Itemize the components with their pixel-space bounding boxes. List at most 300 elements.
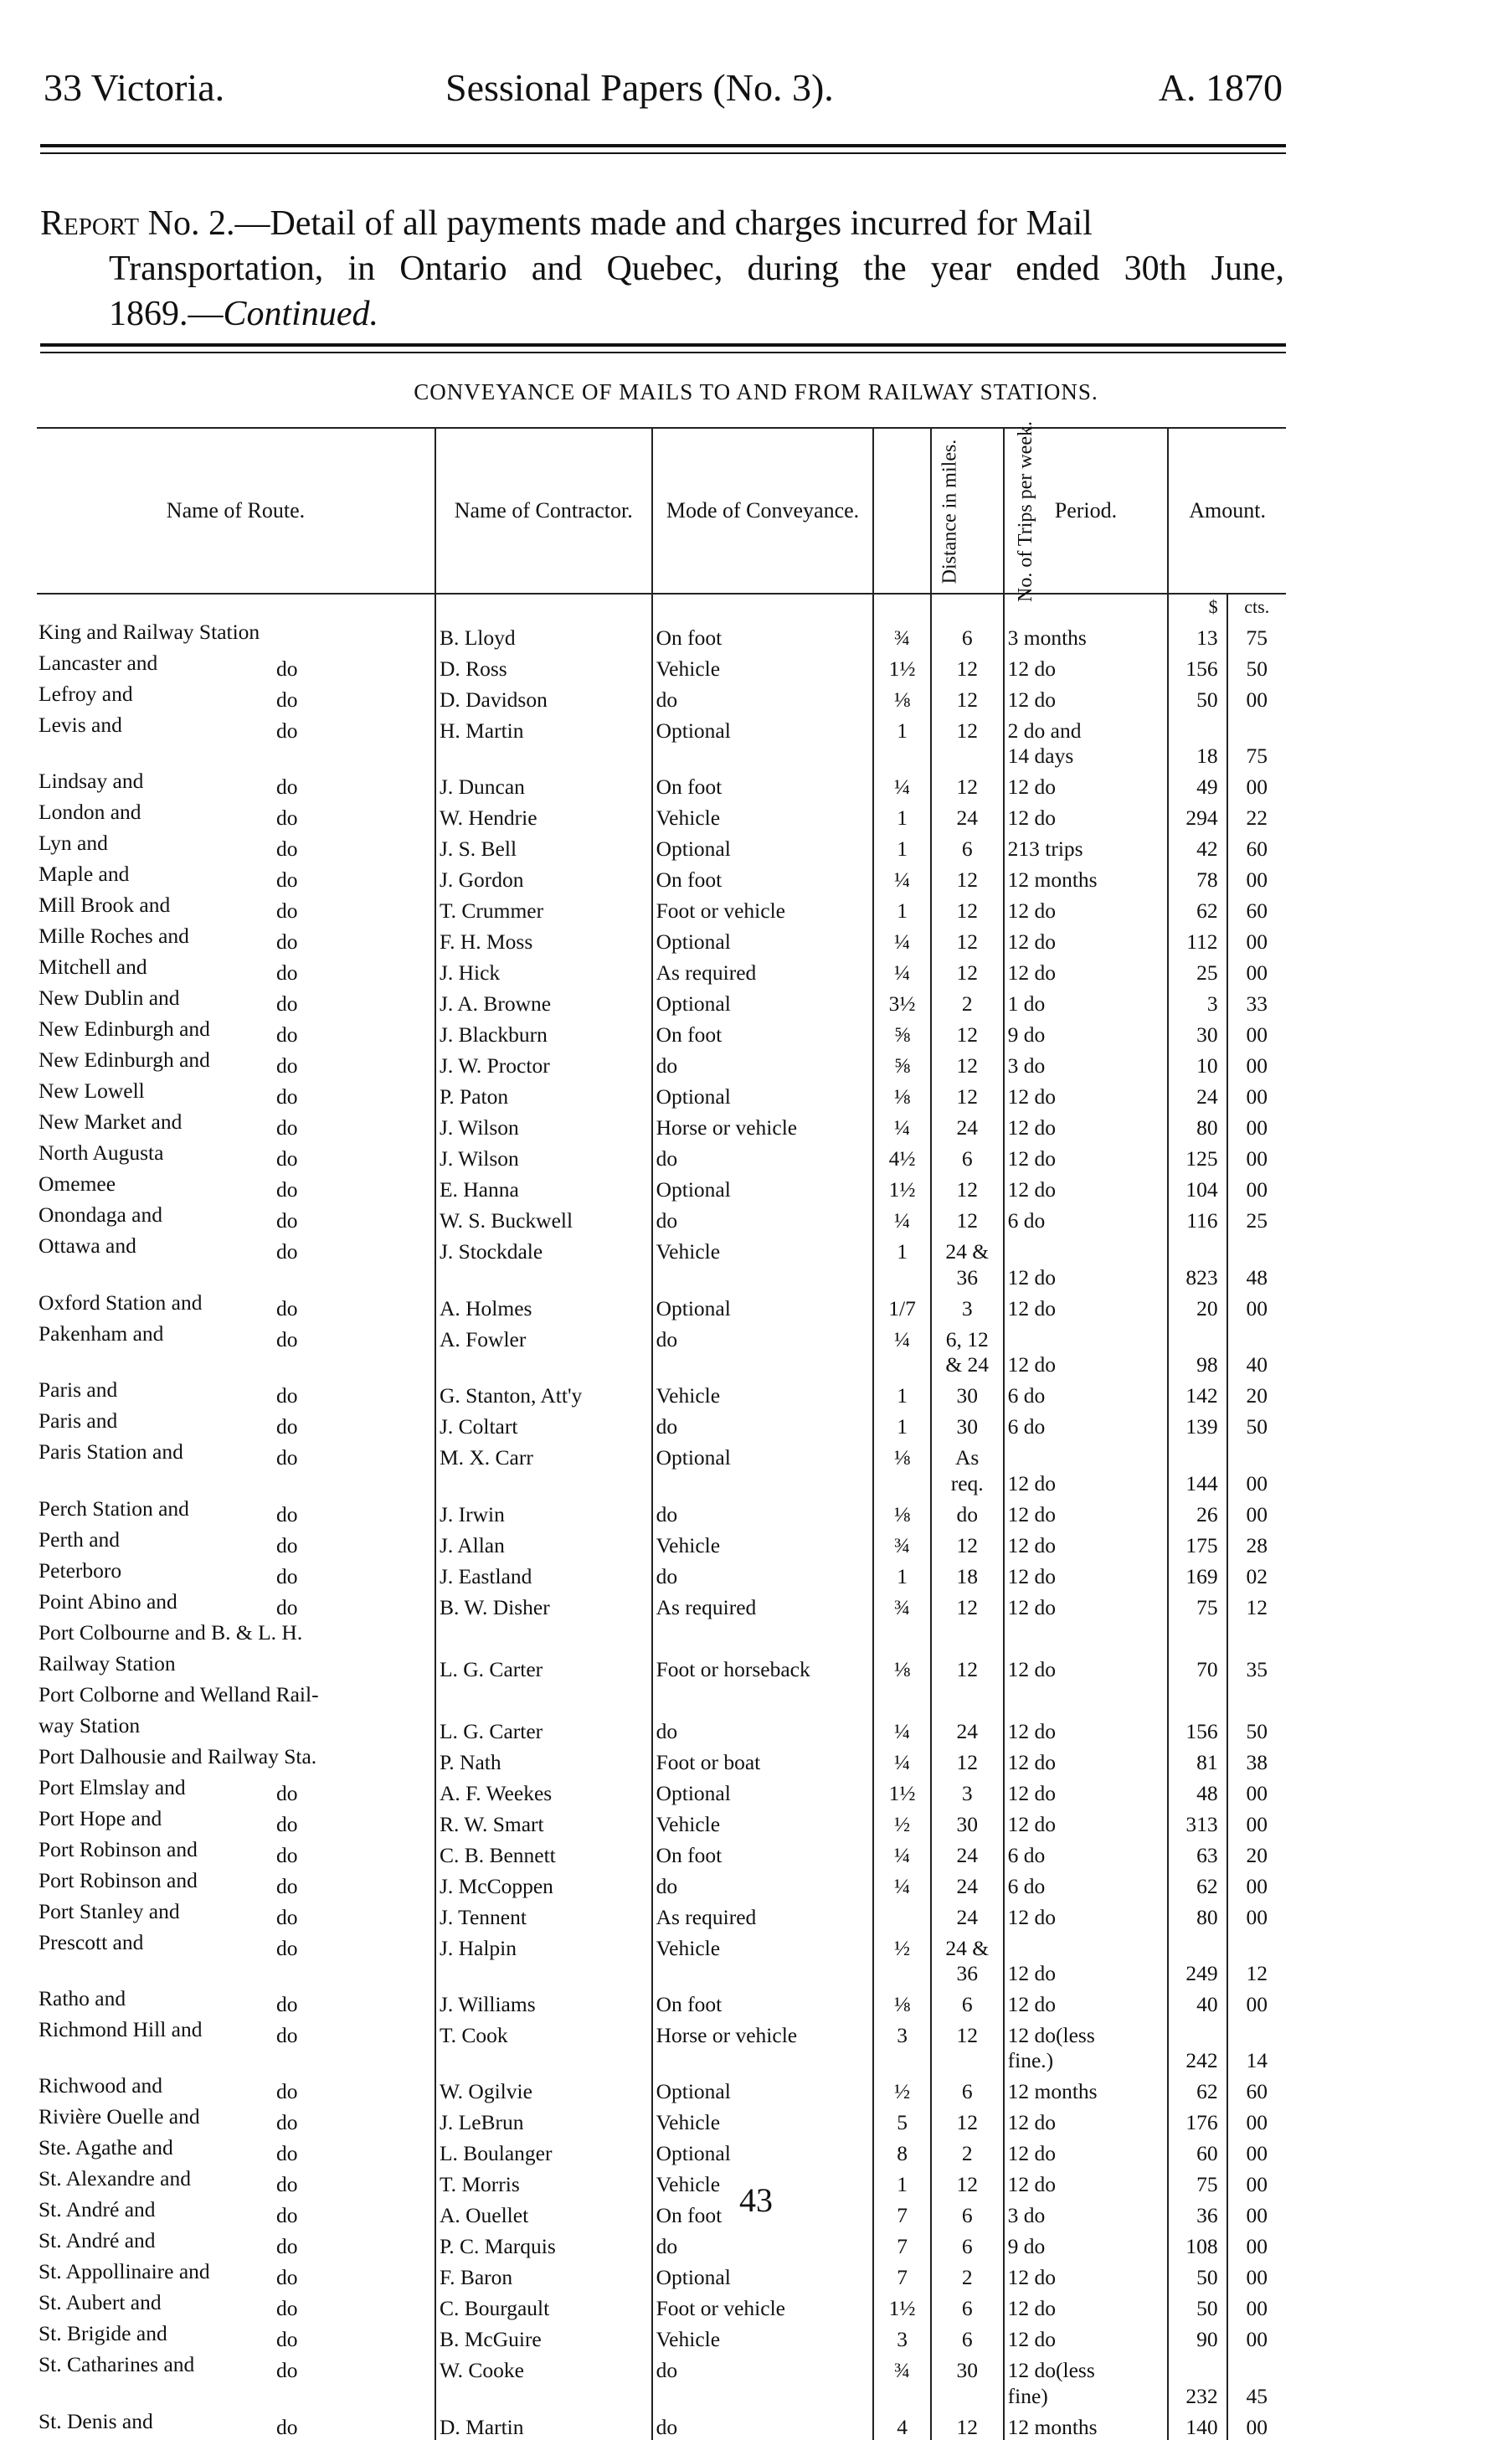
trips-cell: 18 — [931, 1558, 1004, 1589]
route-ditto: do — [276, 1811, 298, 1836]
contractor-cell: J. S. Bell — [435, 831, 652, 862]
route-name: Omemee — [39, 1171, 116, 1197]
contractor-cell: J. Williams — [435, 1986, 652, 2017]
mode-cell: do — [652, 1048, 874, 1078]
cents-cell: 48 — [1246, 1264, 1268, 1289]
dollars-cell: 70 — [1168, 1651, 1227, 1682]
mode-cell — [652, 1352, 874, 1377]
route-ditto: do — [276, 1935, 298, 1960]
contractor-cell: J. A. Browne — [435, 986, 652, 1017]
contractor-cell: G. Stanton, Att'y — [435, 1377, 652, 1408]
dollars-cell: 175 — [1168, 1527, 1227, 1558]
cents-cell: 12 — [1246, 1594, 1268, 1619]
distance-cell: 1½ — [873, 651, 930, 682]
period-cell: 6 do — [1004, 1837, 1169, 1868]
contractor-cell: J. W. Proctor — [435, 1048, 652, 1078]
table-row — [37, 1352, 1286, 1377]
dollars-cell: 62 — [1168, 1868, 1227, 1899]
period-cell: 12 do — [1004, 1140, 1169, 1171]
route-name: Port Dalhousie and Railway Sta. — [39, 1743, 317, 1768]
dollars-cell: 25 — [1168, 955, 1227, 986]
dollars-cell: 108 — [1168, 2228, 1227, 2259]
cents-cell: 00 — [1246, 2414, 1268, 2439]
route-ditto: do — [276, 1326, 298, 1351]
route-ditto: do — [276, 2414, 298, 2439]
contractor-cell: J. Irwin — [435, 1496, 652, 1527]
distance-cell: ½ — [873, 2073, 930, 2104]
route-ditto: do — [276, 1501, 298, 1526]
trips-cell: 6 — [931, 2321, 1004, 2352]
dollars-cell: 24 — [1168, 1078, 1227, 1109]
table-row — [37, 1496, 1286, 1527]
cents-cell: 00 — [1246, 2234, 1268, 2259]
col-distance-label: Distance in miles. — [939, 439, 961, 584]
contractor-cell: W. S. Buckwell — [435, 1202, 652, 1233]
route-name: Port Robinson and — [39, 1867, 198, 1892]
table-row — [37, 1377, 1286, 1408]
mode-cell — [652, 744, 874, 769]
trips-cell: 12 — [931, 651, 1004, 682]
route-ditto: do — [276, 2358, 298, 2383]
period-cell: 12 do — [1004, 1961, 1169, 1986]
mode-cell: do — [652, 2228, 874, 2259]
table-row — [37, 2321, 1286, 2352]
cents-cell: 00 — [1246, 1022, 1268, 1048]
table-row — [37, 1109, 1286, 1140]
distance-cell: 1½ — [873, 1775, 930, 1806]
trips-cell: 12 — [931, 769, 1004, 800]
cents-cell: 00 — [1246, 775, 1268, 800]
trips-cell: 12 — [931, 1048, 1004, 1078]
distance-cell: 3 — [873, 2017, 930, 2048]
contractor-cell: J. Gordon — [435, 862, 652, 893]
period-cell — [1004, 1439, 1169, 1470]
period-cell: 12 do — [1004, 1558, 1169, 1589]
cents-cell: 00 — [1246, 2203, 1268, 2228]
table-row — [37, 1048, 1286, 1078]
route-ditto: do — [276, 2265, 298, 2290]
table-row — [37, 1470, 1286, 1495]
cents-cell: 60 — [1246, 898, 1268, 924]
distance-cell: ¼ — [873, 769, 930, 800]
trips-cell: 12 — [931, 2017, 1004, 2048]
cents-cell: 50 — [1246, 1414, 1268, 1439]
cents-cell: 45 — [1246, 2383, 1268, 2408]
trips-cell: 6 — [931, 620, 1004, 651]
mode-cell: Vehicle — [652, 1930, 874, 1961]
contractor-cell: D. Martin — [435, 2409, 652, 2440]
trips-cell: 6 — [931, 2290, 1004, 2321]
dollars-cell — [1168, 1620, 1227, 1651]
distance-cell: ⅛ — [873, 682, 930, 713]
cents-cell: 00 — [1246, 2265, 1268, 2290]
route-cell — [37, 1713, 435, 1744]
col-contractor: Name of Contractor. — [435, 428, 652, 594]
trips-cell: 24 — [931, 1899, 1004, 1930]
route-ditto: do — [276, 2141, 298, 2166]
distance-cell: 1 — [873, 1233, 930, 1264]
route-cell — [37, 2352, 435, 2383]
contractor-cell: J. Halpin — [435, 1930, 652, 1961]
continued-label: Continued. — [223, 295, 378, 333]
dollars-cell: 116 — [1168, 1202, 1227, 1233]
route-cell — [37, 1048, 435, 1078]
trips-cell: 3 — [931, 1775, 1004, 1806]
distance-cell — [873, 2383, 930, 2408]
route-ditto: do — [276, 718, 298, 743]
route-ditto: do — [276, 991, 298, 1017]
trips-cell — [931, 744, 1004, 769]
route-ditto: do — [276, 929, 298, 955]
report-line-3 — [40, 291, 1284, 337]
col-distance — [873, 428, 961, 594]
period-cell: 12 do — [1004, 800, 1169, 831]
period-cell — [1004, 1930, 1169, 1961]
route-ditto: do — [276, 1414, 298, 1439]
table-row — [37, 2259, 1286, 2290]
contractor-cell: J. Tennent — [435, 1899, 652, 1930]
distance-cell: ⅛ — [873, 1439, 930, 1470]
table-row — [37, 1837, 1286, 1868]
table-row — [37, 2073, 1286, 2104]
route-cell — [37, 682, 435, 713]
distance-cell — [873, 1620, 930, 1651]
trips-cell: 24 — [931, 1109, 1004, 1140]
route-name: Point Abino and — [39, 1588, 177, 1614]
mode-cell: do — [652, 1713, 874, 1744]
route-ditto: do — [276, 775, 298, 800]
table-row — [37, 1408, 1286, 1439]
period-cell: 1 do — [1004, 986, 1169, 1017]
dollars-cell: 60 — [1168, 2135, 1227, 2166]
table-row — [37, 713, 1286, 744]
cents-cell: 33 — [1246, 991, 1268, 1017]
mode-cell — [652, 1682, 874, 1713]
mode-cell: As required — [652, 955, 874, 986]
contractor-cell: R. W. Smart — [435, 1806, 652, 1837]
cents-cell: 22 — [1246, 806, 1268, 831]
dollars-cell: 49 — [1168, 769, 1227, 800]
route-name: St. André and — [39, 2228, 156, 2253]
route-ditto: do — [276, 1842, 298, 1867]
cents-cell: 00 — [1246, 1146, 1268, 1171]
mode-cell: Optional — [652, 2259, 874, 2290]
cents-cell: 00 — [1246, 1053, 1268, 1078]
route-ditto: do — [276, 2022, 298, 2047]
dollars-cell: 63 — [1168, 1837, 1227, 1868]
mode-cell: Optional — [652, 713, 874, 744]
dollars-cell: 42 — [1168, 831, 1227, 862]
mode-cell: Vehicle — [652, 1233, 874, 1264]
trips-cell: 12 — [931, 2166, 1004, 2197]
table-row — [37, 924, 1286, 955]
period-cell: 12 do — [1004, 2135, 1169, 2166]
distance-cell: ¼ — [873, 1868, 930, 1899]
dollars-cell: 156 — [1168, 1713, 1227, 1744]
route-cell — [37, 1899, 435, 1930]
table-row — [37, 1713, 1286, 1744]
trips-cell: do — [931, 1496, 1004, 1527]
distance-cell — [873, 1682, 930, 1713]
period-cell: 3 do — [1004, 2197, 1169, 2228]
cents-cell: 00 — [1246, 1811, 1268, 1836]
route-name: Paris Station and — [39, 1439, 183, 1465]
mode-cell: Foot or vehicle — [652, 893, 874, 924]
route-cell — [37, 1439, 435, 1470]
year-label: A. 1870 — [1158, 66, 1283, 109]
table-row — [37, 1744, 1286, 1775]
cents-cell — [1227, 1233, 1286, 1264]
mode-cell: Horse or vehicle — [652, 1109, 874, 1140]
route-cell — [37, 2383, 435, 2408]
contractor-cell: J. Blackburn — [435, 1017, 652, 1048]
period-cell: 12 do — [1004, 2290, 1169, 2321]
period-cell: 12 do — [1004, 1078, 1169, 1109]
distance-cell: 8 — [873, 2135, 930, 2166]
route-ditto: do — [276, 1022, 298, 1048]
route-name: London and — [39, 800, 141, 825]
route-cell — [37, 831, 435, 862]
mode-cell: Optional — [652, 1439, 874, 1470]
route-name: Port Robinson and — [39, 1836, 198, 1861]
contractor-cell: T. Cook — [435, 2017, 652, 2048]
table-row — [37, 620, 1286, 651]
distance-cell: 3½ — [873, 986, 930, 1017]
contractor-cell: B. W. Disher — [435, 1589, 652, 1620]
cents-cell: 00 — [1246, 2110, 1268, 2135]
table-row — [37, 2290, 1286, 2321]
dollars-cell: 75 — [1168, 1589, 1227, 1620]
contractor-cell: C. Bourgault — [435, 2290, 652, 2321]
route-cell — [37, 1352, 435, 1377]
trips-cell: 12 — [931, 924, 1004, 955]
table-row — [37, 682, 1286, 713]
trips-cell: 12 — [931, 1171, 1004, 1202]
table-row — [37, 1589, 1286, 1620]
cents-cell: 28 — [1246, 1532, 1268, 1557]
route-cell — [37, 1775, 435, 1806]
dollars-cell: 139 — [1168, 1408, 1227, 1439]
distance-cell: ¼ — [873, 1744, 930, 1775]
route-name: Port Colborne and Welland Rail- — [39, 1681, 319, 1706]
distance-cell: ¼ — [873, 1837, 930, 1868]
distance-cell: 1½ — [873, 2290, 930, 2321]
period-cell: 12 do — [1004, 924, 1169, 955]
mode-cell: Vehicle — [652, 800, 874, 831]
distance-cell: ¼ — [873, 924, 930, 955]
dollars-cell: 169 — [1168, 1558, 1227, 1589]
cents-cell: 60 — [1246, 2079, 1268, 2104]
table-row — [37, 1620, 1286, 1651]
dollars-cell: 142 — [1168, 1377, 1227, 1408]
contractor-cell — [435, 1620, 652, 1651]
cents-cell: 50 — [1246, 656, 1268, 681]
table-row — [37, 1264, 1286, 1289]
dollars-cell — [1168, 2352, 1227, 2383]
route-name: New Dublin and — [39, 986, 180, 1011]
route-ditto: do — [276, 2296, 298, 2321]
distance-cell: ¾ — [873, 1589, 930, 1620]
route-name: Levis and — [39, 713, 122, 737]
table-row — [37, 2104, 1286, 2135]
contractor-cell: P. C. Marquis — [435, 2228, 652, 2259]
cents-cell: 50 — [1246, 1718, 1268, 1743]
table-row — [37, 1651, 1286, 1682]
route-cell — [37, 1527, 435, 1558]
distance-cell: 1 — [873, 800, 930, 831]
distance-cell: 1/7 — [873, 1290, 930, 1321]
trips-cell: 2 — [931, 2135, 1004, 2166]
dollars-cell: 90 — [1168, 2321, 1227, 2352]
distance-cell: 1 — [873, 893, 930, 924]
route-cell — [37, 769, 435, 800]
route-cell — [37, 1202, 435, 1233]
route-name: Port Hope and — [39, 1805, 162, 1830]
session-label: 33 Victoria. — [44, 66, 225, 109]
trips-cell: 24 — [931, 1837, 1004, 1868]
period-cell: 12 do — [1004, 769, 1169, 800]
cents-cell — [1227, 2017, 1286, 2048]
route-cell — [37, 1264, 435, 1289]
units-row — [37, 594, 1286, 620]
trips-cell: 12 — [931, 1202, 1004, 1233]
dollars-cell — [1168, 1439, 1227, 1470]
table-row — [37, 1899, 1286, 1930]
route-name: North Augusta — [39, 1140, 164, 1166]
route-ditto: do — [276, 1563, 298, 1588]
mode-cell: As required — [652, 1899, 874, 1930]
route-name: Port Elmslay and — [39, 1774, 186, 1799]
route-name: Maple and — [39, 862, 130, 887]
cents-cell — [1227, 1682, 1286, 1713]
route-ditto: do — [276, 1594, 298, 1619]
distance-cell: ⅛ — [873, 1078, 930, 1109]
period-cell: 14 days — [1004, 744, 1169, 769]
table-row — [37, 2383, 1286, 2408]
cents-cell: 00 — [1246, 1295, 1268, 1320]
route-cell — [37, 713, 435, 744]
publication-label: Sessional Papers (No. 3). — [445, 66, 834, 109]
table-row — [37, 1558, 1286, 1589]
contractor-cell: A. Ouellet — [435, 2197, 652, 2228]
mode-cell: Foot or horseback — [652, 1651, 874, 1682]
route-name: St. Alexandre and — [39, 2166, 191, 2191]
cents-cell: 00 — [1246, 960, 1268, 986]
contractor-cell: J. Wilson — [435, 1140, 652, 1171]
trips-cell: 12 — [931, 955, 1004, 986]
mode-cell: Vehicle — [652, 1377, 874, 1408]
contractor-cell: W. Ogilvie — [435, 2073, 652, 2104]
mode-cell: On foot — [652, 1837, 874, 1868]
route-cell — [37, 1377, 435, 1408]
period-cell: 12 do — [1004, 893, 1169, 924]
route-name: Lyn and — [39, 831, 108, 856]
route-name: Oxford Station and — [39, 1289, 203, 1315]
dollars-cell: 75 — [1168, 2166, 1227, 2197]
route-cell — [37, 1470, 435, 1495]
dollars-cell: 140 — [1168, 2409, 1227, 2440]
route-cell — [37, 1930, 435, 1961]
cents-cell: 00 — [1246, 867, 1268, 893]
route-name: Lindsay and — [39, 769, 144, 794]
distance-cell: 1 — [873, 713, 930, 744]
route-ditto: do — [276, 2079, 298, 2104]
contractor-cell: J. Allan — [435, 1527, 652, 1558]
contractor-cell: J. Hick — [435, 955, 652, 986]
cents-cell: 25 — [1246, 1208, 1268, 1233]
distance-cell: ½ — [873, 1930, 930, 1961]
trips-cell: 24 — [931, 1868, 1004, 1899]
title-rule — [40, 343, 1286, 347]
route-name: Paris and — [39, 1377, 118, 1403]
distance-cell: 1 — [873, 2166, 930, 2197]
report-line-1: No. 2.—Detail of all payments made and charges incurred for Mail — [147, 204, 1093, 243]
route-cell — [37, 1620, 435, 1651]
route-name: Peterboro — [39, 1557, 122, 1583]
mode-cell: Horse or vehicle — [652, 2017, 874, 2048]
route-ditto: do — [276, 960, 298, 986]
distance-cell: ⅝ — [873, 1048, 930, 1078]
table-row — [37, 651, 1286, 682]
period-cell: 12 do — [1004, 2166, 1169, 2197]
route-name: way Station — [39, 1712, 141, 1737]
route-ditto: do — [276, 1053, 298, 1078]
route-name: St. Appollinaire and — [39, 2259, 210, 2284]
col-amount: Amount. — [1168, 428, 1286, 594]
route-ditto: do — [276, 1873, 298, 1898]
payments-table — [37, 421, 1286, 2440]
distance-cell — [873, 744, 930, 769]
table-row — [37, 2409, 1286, 2440]
table-row — [37, 1321, 1286, 1352]
trips-cell: 12 — [931, 1017, 1004, 1048]
table-row — [37, 1961, 1286, 1986]
contractor-cell: W. Cooke — [435, 2352, 652, 2383]
contractor-cell — [435, 1264, 652, 1289]
period-cell: 12 do — [1004, 1290, 1169, 1321]
route-name: Mitchell and — [39, 955, 147, 980]
distance-cell — [873, 1961, 930, 1986]
trips-cell: As — [931, 1439, 1004, 1470]
trips-cell: 36 — [931, 1264, 1004, 1289]
cents-cell — [1227, 1620, 1286, 1651]
contractor-cell: D. Davidson — [435, 682, 652, 713]
distance-cell: 5 — [873, 2104, 930, 2135]
distance-cell: 3 — [873, 2321, 930, 2352]
distance-cell: 1 — [873, 1408, 930, 1439]
cents-cell — [1227, 1439, 1286, 1470]
dollars-cell — [1168, 1233, 1227, 1264]
route-cell — [37, 1321, 435, 1352]
cents-cell: 00 — [1246, 1115, 1268, 1140]
mode-cell — [652, 1961, 874, 1986]
mode-cell: do — [652, 1496, 874, 1527]
route-cell — [37, 862, 435, 893]
mode-cell: On foot — [652, 1986, 874, 2017]
table-row — [37, 1202, 1286, 1233]
period-cell: 12 do — [1004, 1352, 1169, 1377]
period-cell: 3 months — [1004, 620, 1169, 651]
route-cell — [37, 1837, 435, 1868]
col-period: Period. — [1004, 428, 1169, 594]
route-name: Lancaster and — [39, 651, 158, 675]
cents-cell: 40 — [1246, 1352, 1268, 1377]
trips-cell: 24 & — [931, 1233, 1004, 1264]
trips-cell: 2 — [931, 986, 1004, 1017]
mode-cell — [652, 1470, 874, 1495]
table-row — [37, 1986, 1286, 2017]
dollars-cell: 112 — [1168, 924, 1227, 955]
